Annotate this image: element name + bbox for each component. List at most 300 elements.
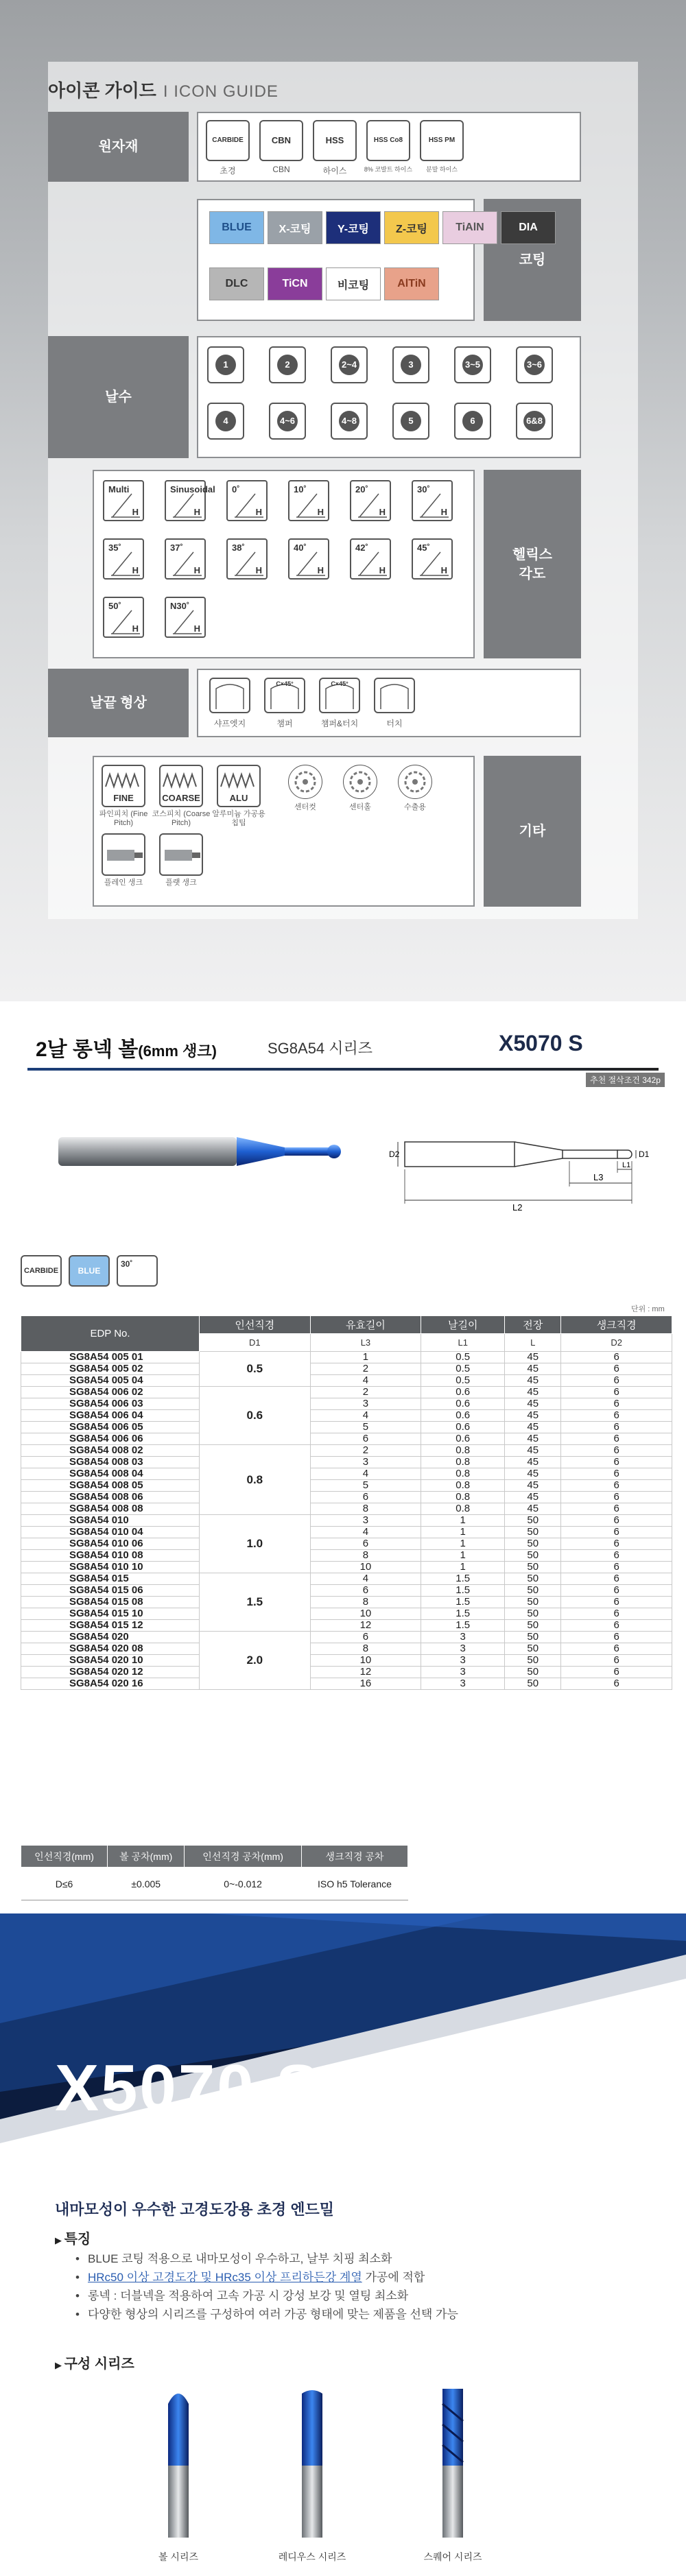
table-row xyxy=(21,1585,672,1597)
flute-icon-7 xyxy=(269,403,306,440)
etc-label: COARSE xyxy=(162,793,200,803)
product-series: SG8A54 시리즈 xyxy=(268,1040,373,1057)
coating-9: AlTiN xyxy=(384,267,439,300)
helix-angle: 37˚ xyxy=(170,542,183,553)
table-row xyxy=(21,1608,672,1620)
value-cell: 3 xyxy=(310,1515,421,1527)
table-row xyxy=(21,1515,672,1527)
value-cell: 1 xyxy=(421,1550,505,1562)
flute-icon-0 xyxy=(207,346,244,383)
tol-shank: ISO h5 Tolerance xyxy=(301,1868,407,1900)
etc-label: FINE xyxy=(113,793,134,803)
flute-icon-10 xyxy=(454,403,491,440)
value-cell: 6 xyxy=(561,1387,672,1398)
coating-3: Z-코팅 xyxy=(384,211,439,244)
cutting-conditions-note: 추천 절삭조건 342p xyxy=(586,1073,665,1087)
value-cell: 1 xyxy=(421,1538,505,1550)
col-l1: 날길이 xyxy=(421,1316,505,1334)
value-cell: 50 xyxy=(505,1655,561,1667)
edp-cell: SG8A54 010 06 xyxy=(21,1538,200,1550)
radius-tool-image xyxy=(302,2390,322,2538)
flute-count: 4~8 xyxy=(339,411,359,431)
d1-cell: 0.6 xyxy=(200,1387,311,1445)
material-caption-4: 분말 하이스 xyxy=(426,166,458,173)
tip-icon-3 xyxy=(374,678,415,713)
value-cell: 45 xyxy=(505,1410,561,1422)
table-row xyxy=(21,1632,672,1643)
value-cell: 6 xyxy=(310,1433,421,1445)
value-cell: 1 xyxy=(421,1527,505,1538)
value-cell: 50 xyxy=(505,1667,561,1678)
sub-d2: D2 xyxy=(561,1334,672,1352)
edp-cell: SG8A54 005 01 xyxy=(21,1352,200,1363)
label-l3: L3 xyxy=(593,1172,604,1182)
value-cell: 6 xyxy=(561,1655,672,1667)
value-cell: 0.8 xyxy=(421,1503,505,1515)
table-row xyxy=(21,1422,672,1433)
helix-h: H xyxy=(440,565,447,575)
etc-label: ALU xyxy=(229,793,248,803)
value-cell: 6 xyxy=(561,1585,672,1597)
flute-icon-5 xyxy=(516,346,553,383)
value-cell: 45 xyxy=(505,1457,561,1468)
value-cell: 6 xyxy=(561,1667,672,1678)
helix-icon-0 xyxy=(103,480,144,521)
value-cell: 45 xyxy=(505,1422,561,1433)
edp-cell: SG8A54 006 04 xyxy=(21,1410,200,1422)
value-cell: 1 xyxy=(421,1562,505,1573)
table-row xyxy=(21,1643,672,1655)
helix-icon-7 xyxy=(165,538,206,580)
d1-cell: 0.5 xyxy=(200,1352,311,1387)
edp-cell: SG8A54 008 04 xyxy=(21,1468,200,1480)
value-cell: 6 xyxy=(561,1468,672,1480)
helix-angle: 35˚ xyxy=(108,542,121,553)
edp-cell: SG8A54 020 16 xyxy=(21,1678,200,1690)
table-row xyxy=(21,1562,672,1573)
etc-caption-0: 파인피치 (Fine Pitch) xyxy=(99,810,148,828)
value-cell: 0.6 xyxy=(421,1387,505,1398)
coating-8: 비코팅 xyxy=(326,267,381,300)
etc-caption-7: 플랫 생크 xyxy=(165,879,197,887)
edp-cell: SG8A54 006 06 xyxy=(21,1433,200,1445)
table-row xyxy=(21,1678,672,1690)
value-cell: 6 xyxy=(561,1538,672,1550)
tol-diameter: D≤6 xyxy=(21,1868,108,1900)
value-cell: 45 xyxy=(505,1468,561,1480)
value-cell: 3 xyxy=(310,1457,421,1468)
value-cell: 4 xyxy=(310,1468,421,1480)
value-cell: 4 xyxy=(310,1410,421,1422)
helix-h: H xyxy=(132,507,139,517)
value-cell: 50 xyxy=(505,1597,561,1608)
value-cell: 2 xyxy=(310,1387,421,1398)
table-row xyxy=(21,1398,672,1410)
value-cell: 2 xyxy=(310,1445,421,1457)
value-cell: 50 xyxy=(505,1550,561,1562)
table-row xyxy=(21,1352,672,1363)
flute-count: 3 xyxy=(401,355,421,375)
hero-code: X5070 S xyxy=(55,2051,322,2125)
value-cell: 0.8 xyxy=(421,1445,505,1457)
value-cell: 45 xyxy=(505,1492,561,1503)
value-cell: 50 xyxy=(505,1562,561,1573)
helix-h: H xyxy=(379,565,386,575)
helix-angle: Sinusoidal xyxy=(170,484,215,494)
helix-angle: 10˚ xyxy=(294,484,307,494)
col-l: 전장 xyxy=(505,1316,561,1334)
value-cell: 6 xyxy=(561,1457,672,1468)
value-cell: 0.6 xyxy=(421,1398,505,1410)
edp-cell: SG8A54 006 05 xyxy=(21,1422,200,1433)
d1-cell: 0.8 xyxy=(200,1445,311,1515)
value-cell: 10 xyxy=(310,1562,421,1573)
value-cell: 1.5 xyxy=(421,1585,505,1597)
value-cell: 3 xyxy=(421,1667,505,1678)
etc-icon-0 xyxy=(102,765,145,807)
value-cell: 6 xyxy=(561,1632,672,1643)
table-row xyxy=(21,1375,672,1387)
value-cell: 45 xyxy=(505,1375,561,1387)
flute-icon-6 xyxy=(207,403,244,440)
value-cell: 0.5 xyxy=(421,1375,505,1387)
tip-mark: C×45° xyxy=(276,680,294,687)
material-icon-2: HSS xyxy=(313,120,357,161)
flute-icon-4 xyxy=(454,346,491,383)
d1-cell: 2.0 xyxy=(200,1632,311,1690)
dimension-drawing xyxy=(388,1128,669,1217)
edp-cell: SG8A54 020 10 xyxy=(21,1655,200,1667)
edp-cell: SG8A54 020 12 xyxy=(21,1667,200,1678)
tool-photo xyxy=(58,1125,360,1180)
flute-count: 3~6 xyxy=(524,355,545,375)
coating-7: TiCN xyxy=(268,267,322,300)
flute-count: 1 xyxy=(215,355,236,375)
material-icon-4: HSS PM xyxy=(420,120,464,161)
helix-h: H xyxy=(317,507,324,517)
value-cell: 2 xyxy=(310,1363,421,1375)
square-tool-image xyxy=(442,2389,463,2538)
helix-icon-3 xyxy=(288,480,329,521)
value-cell: 3 xyxy=(421,1632,505,1643)
tol-header-shank: 생크직경 공차 xyxy=(301,1846,407,1868)
series-caption-square: 스퀘어 시리즈 xyxy=(423,2551,482,2562)
title-divider xyxy=(27,1068,659,1071)
d1-cell: 1.5 xyxy=(200,1573,311,1632)
helix-icon-8 xyxy=(226,538,268,580)
value-cell: 6 xyxy=(561,1550,672,1562)
value-cell: 6 xyxy=(561,1573,672,1585)
helix-h: H xyxy=(193,565,200,575)
table-row xyxy=(21,1363,672,1375)
edp-cell: SG8A54 008 06 xyxy=(21,1492,200,1503)
flute-icon-11 xyxy=(516,403,553,440)
series-tools xyxy=(158,2383,501,2551)
table-row xyxy=(21,1387,672,1398)
value-cell: 50 xyxy=(505,1643,561,1655)
series-caption-radius: 레디우스 시리즈 xyxy=(278,2551,346,2562)
etc-icon-5 xyxy=(398,765,432,799)
value-cell: 6 xyxy=(561,1363,672,1375)
helix-icon-9 xyxy=(288,538,329,580)
table-row xyxy=(21,1538,672,1550)
flute-count: 4 xyxy=(215,411,236,431)
coating-6: DLC xyxy=(209,267,264,300)
value-cell: 8 xyxy=(310,1550,421,1562)
value-cell: 6 xyxy=(310,1632,421,1643)
edp-cell: SG8A54 008 03 xyxy=(21,1457,200,1468)
edp-cell: SG8A54 015 06 xyxy=(21,1585,200,1597)
edp-cell: SG8A54 005 02 xyxy=(21,1363,200,1375)
etc-caption-1: 코스피치 (Coarse Pitch) xyxy=(152,810,211,828)
coating-0: BLUE xyxy=(209,211,264,244)
d1-cell: 1.0 xyxy=(200,1515,311,1573)
value-cell: 0.5 xyxy=(421,1363,505,1375)
edp-cell: SG8A54 006 02 xyxy=(21,1387,200,1398)
value-cell: 6 xyxy=(561,1445,672,1457)
section-label-flutes: 날수 xyxy=(48,336,189,458)
edp-cell: SG8A54 015 12 xyxy=(21,1620,200,1632)
value-cell: 50 xyxy=(505,1678,561,1690)
section-label-material: 원자재 xyxy=(48,112,189,182)
sub-l3: L3 xyxy=(310,1334,421,1352)
value-cell: 4 xyxy=(310,1527,421,1538)
table-row xyxy=(21,1445,672,1457)
helix-angle: 20˚ xyxy=(355,484,368,494)
value-cell: 6 xyxy=(561,1352,672,1363)
value-cell: 6 xyxy=(561,1398,672,1410)
value-cell: 5 xyxy=(310,1422,421,1433)
tip-caption-3: 터치 xyxy=(386,719,403,728)
ball-tool-image xyxy=(168,2394,189,2538)
etc-caption-6: 플레인 생크 xyxy=(104,879,143,887)
etc-icon-1 xyxy=(159,765,203,807)
value-cell: 6 xyxy=(561,1597,672,1608)
value-cell: 0.8 xyxy=(421,1492,505,1503)
helix-h: H xyxy=(132,565,139,575)
value-cell: 50 xyxy=(505,1527,561,1538)
helix-icon-2 xyxy=(226,480,268,521)
col-l3: 유효길이 xyxy=(310,1316,421,1334)
value-cell: 6 xyxy=(310,1585,421,1597)
value-cell: 3 xyxy=(421,1678,505,1690)
value-cell: 3 xyxy=(421,1643,505,1655)
table-row xyxy=(21,1480,672,1492)
value-cell: 45 xyxy=(505,1445,561,1457)
coating-5: DIA xyxy=(501,211,556,244)
edp-cell: SG8A54 010 04 xyxy=(21,1527,200,1538)
product-code: X5070 S xyxy=(499,1031,583,1056)
etc-icon-6 xyxy=(102,833,145,876)
value-cell: 6 xyxy=(561,1410,672,1422)
table-row xyxy=(21,1433,672,1445)
table-row xyxy=(21,1468,672,1480)
value-cell: 6 xyxy=(561,1515,672,1527)
helix-icon-4 xyxy=(350,480,391,521)
helix-angle: 0˚ xyxy=(232,484,240,494)
helix-icon-11 xyxy=(412,538,453,580)
value-cell: 12 xyxy=(310,1620,421,1632)
tip-caption-0: 샤프엣지 xyxy=(213,719,246,728)
helix-h: H xyxy=(193,507,200,517)
value-cell: 6 xyxy=(561,1503,672,1515)
value-cell: 4 xyxy=(310,1375,421,1387)
table-row xyxy=(21,1492,672,1503)
table-row xyxy=(21,1410,672,1422)
etc-icon-3 xyxy=(288,765,322,799)
value-cell: 6 xyxy=(561,1492,672,1503)
flute-icon-3 xyxy=(392,346,429,383)
value-cell: 8 xyxy=(310,1597,421,1608)
etc-icon-4 xyxy=(343,765,377,799)
etc-caption-4: 센터홀 xyxy=(349,803,371,811)
tol-ball: ±0.005 xyxy=(108,1868,185,1900)
helix-angle: 40˚ xyxy=(294,542,307,553)
tip-mark: C×45° xyxy=(331,680,348,687)
value-cell: 16 xyxy=(310,1678,421,1690)
value-cell: 1.5 xyxy=(421,1620,505,1632)
material-caption-2: 하이스 xyxy=(322,166,347,176)
value-cell: 0.8 xyxy=(421,1480,505,1492)
value-cell: 0.8 xyxy=(421,1457,505,1468)
edp-cell: SG8A54 010 10 xyxy=(21,1562,200,1573)
value-cell: 6 xyxy=(310,1538,421,1550)
material-caption-3: 8% 코발트 하이스 xyxy=(364,166,413,173)
material-icon-1: CBN xyxy=(259,120,303,161)
value-cell: 45 xyxy=(505,1480,561,1492)
tip-caption-1: 챔퍼 xyxy=(276,719,293,728)
etc-caption-3: 센터컷 xyxy=(294,803,316,811)
value-cell: 6 xyxy=(561,1643,672,1655)
value-cell: 45 xyxy=(505,1363,561,1375)
spec-table xyxy=(21,1315,672,1690)
value-cell: 12 xyxy=(310,1667,421,1678)
section-label-helix: 헬릭스 각도 xyxy=(484,470,581,658)
col-d1: 인선직경 xyxy=(200,1316,311,1334)
value-cell: 45 xyxy=(505,1398,561,1410)
value-cell: 6 xyxy=(310,1492,421,1503)
table-row xyxy=(21,1550,672,1562)
helix-icon-10 xyxy=(350,538,391,580)
value-cell: 45 xyxy=(505,1387,561,1398)
value-cell: 10 xyxy=(310,1655,421,1667)
value-cell: 45 xyxy=(505,1503,561,1515)
value-cell: 1.5 xyxy=(421,1573,505,1585)
value-cell: 50 xyxy=(505,1620,561,1632)
series-caption-ball: 볼 시리즈 xyxy=(158,2551,198,2562)
coating-1: X-코팅 xyxy=(268,211,322,244)
tol-header-ball: 볼 공차(mm) xyxy=(108,1846,185,1868)
sub-l: L xyxy=(505,1334,561,1352)
value-cell: 6 xyxy=(561,1620,672,1632)
section-label-etc: 기타 xyxy=(484,756,581,907)
value-cell: 0.8 xyxy=(421,1468,505,1480)
coating-4: TiAlN xyxy=(442,211,497,244)
table-row xyxy=(21,1620,672,1632)
material-caption-1: CBN xyxy=(272,165,290,174)
value-cell: 3 xyxy=(421,1655,505,1667)
helix-angle: 30˚ xyxy=(417,484,430,494)
value-cell: 50 xyxy=(505,1632,561,1643)
feature-item: • 롱넥 : 더블넥을 적용하여 고속 가공 시 강성 보강 및 열팅 최소화 xyxy=(75,2287,458,2305)
value-cell: 1.5 xyxy=(421,1608,505,1620)
flute-count: 2~4 xyxy=(339,355,359,375)
tip-icon-1 xyxy=(264,678,305,713)
label-d1: D1 xyxy=(639,1149,650,1159)
icon-guide-title: 아이콘 가이드 I ICON GUIDE xyxy=(48,80,279,101)
value-cell: 50 xyxy=(505,1538,561,1550)
table-row xyxy=(21,1457,672,1468)
value-cell: 6 xyxy=(561,1422,672,1433)
value-cell: 0.5 xyxy=(421,1352,505,1363)
tip-icon-2 xyxy=(319,678,360,713)
flute-count: 6&8 xyxy=(523,411,545,431)
value-cell: 1 xyxy=(421,1515,505,1527)
flute-icon-9 xyxy=(392,403,429,440)
section-label-coating: 코팅 xyxy=(484,199,581,321)
sub-d1: D1 xyxy=(200,1334,311,1352)
hero-banner xyxy=(0,1913,686,2167)
value-cell: 10 xyxy=(310,1608,421,1620)
helix-h: H xyxy=(132,623,139,634)
helix-angle: 45˚ xyxy=(417,542,430,553)
label-l1: L1 xyxy=(622,1161,631,1169)
flute-icon-8 xyxy=(331,403,368,440)
edp-cell: SG8A54 010 08 xyxy=(21,1550,200,1562)
value-cell: 50 xyxy=(505,1585,561,1597)
flute-icon-1 xyxy=(269,346,306,383)
helix-icon-1 xyxy=(165,480,215,521)
coating-2: Y-코팅 xyxy=(326,211,381,244)
features-title: ▶ 특징 xyxy=(55,2232,91,2247)
value-cell: 6 xyxy=(561,1562,672,1573)
value-cell: 0.6 xyxy=(421,1422,505,1433)
tolerance-table xyxy=(21,1845,408,1900)
feature-headline: 내마모성이 우수한 고경도강용 초경 엔드밀 xyxy=(55,2201,334,2218)
helix-angle: 38˚ xyxy=(232,542,245,553)
helix-h: H xyxy=(255,565,262,575)
col-d2: 생크직경 xyxy=(561,1316,672,1334)
value-cell: 1.5 xyxy=(421,1597,505,1608)
badge-helix-30: 30˚ xyxy=(117,1255,158,1287)
helix-angle: 50˚ xyxy=(108,601,121,611)
helix-h: H xyxy=(193,623,200,634)
material-caption-0: 초경 xyxy=(220,166,236,176)
edp-cell: SG8A54 008 05 xyxy=(21,1480,200,1492)
etc-icon-2 xyxy=(217,765,261,807)
table-row xyxy=(21,1573,672,1585)
table-row xyxy=(21,1667,672,1678)
value-cell: 5 xyxy=(310,1480,421,1492)
helix-h: H xyxy=(317,565,324,575)
badge-blue: BLUE xyxy=(69,1255,110,1287)
flute-count: 5 xyxy=(401,411,421,431)
etc-caption-2: 알루미늄 가공용 칩팁 xyxy=(212,810,265,828)
table-row xyxy=(21,1527,672,1538)
badge-carbide: CARBIDE xyxy=(21,1255,62,1287)
feature-item: • BLUE 코팅 적용으로 내마모성이 우수하고, 날부 치핑 최소화 xyxy=(75,2250,458,2268)
label-l2: L2 xyxy=(512,1202,523,1213)
flute-count: 4~6 xyxy=(277,411,298,431)
edp-cell: SG8A54 008 08 xyxy=(21,1503,200,1515)
value-cell: 6 xyxy=(561,1433,672,1445)
helix-icon-13 xyxy=(165,597,206,638)
value-cell: 6 xyxy=(561,1527,672,1538)
etc-caption-5: 수출용 xyxy=(404,803,426,811)
material-icon-3: HSS Co8 xyxy=(366,120,410,161)
table-row xyxy=(21,1655,672,1667)
helix-angle: 42˚ xyxy=(355,542,368,553)
